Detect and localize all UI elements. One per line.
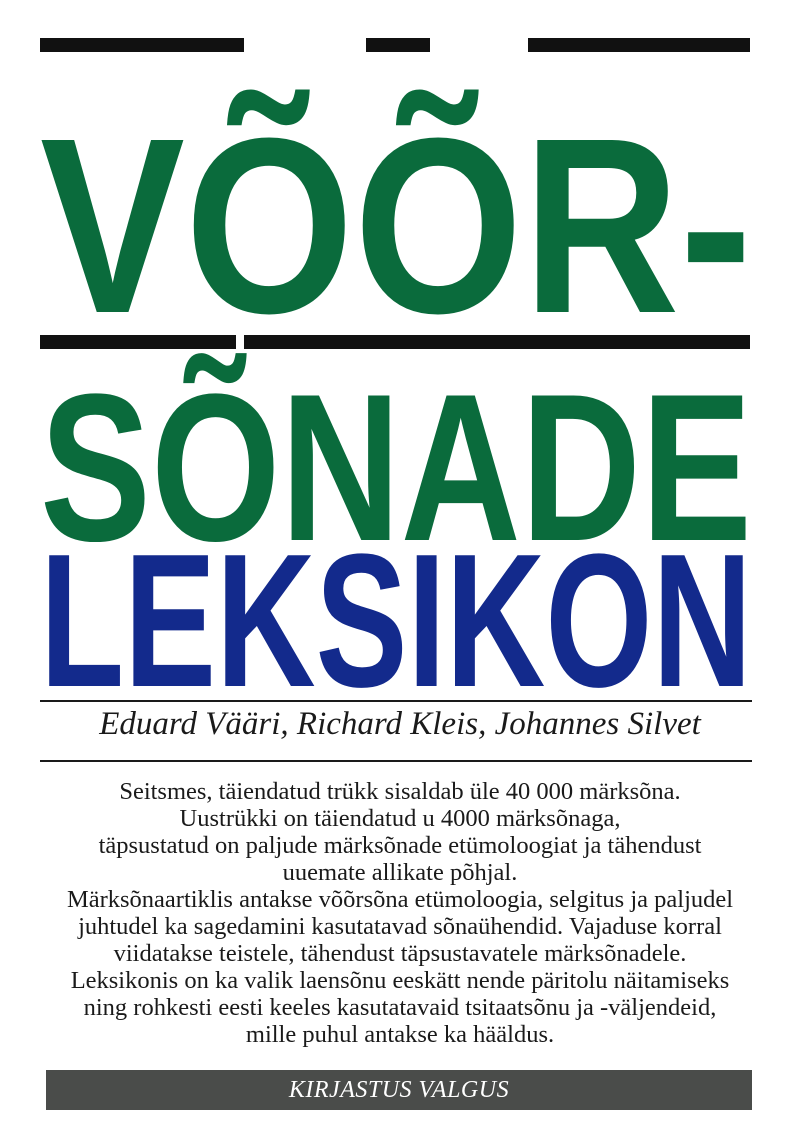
description-line: ning rohkesti eesti keeles kasutatavaid tsitaatsõnu ja -väljendeid, xyxy=(83,994,717,1021)
title-line-1: VÕÕR- xyxy=(40,86,752,365)
publisher-bar: KIRJASTUS VALGUS xyxy=(46,1070,752,1110)
description-line: juhtudel ka sagedamini kasutatavad sõnaühendid. Vajaduse korral xyxy=(78,913,722,940)
authors: Eduard Vääri, Richard Kleis, Johannes Silvet xyxy=(99,706,701,742)
description xyxy=(30,778,770,1048)
description-line: täpsustatud on paljude märksõnade etümoloogiat ja tähendust xyxy=(98,832,702,859)
description-line: Uustrükki on täiendatud u 4000 märksõnaga, xyxy=(179,805,621,832)
rule-above-authors xyxy=(40,700,752,702)
title-line-3: LEKSIKON xyxy=(40,515,752,700)
description-line: viidatakse teistele, tähendust täpsustavatele märksõnadele. xyxy=(113,940,687,967)
description-line: mille puhul antakse ka hääldus. xyxy=(245,1021,555,1048)
rule-below-authors xyxy=(40,760,752,762)
title-line-2: SÕNADE xyxy=(40,350,752,585)
description-line: Leksikonis on ka valik laensõnu eeskätt nende päritolu näitamiseks xyxy=(70,967,730,994)
description-line: uuemate allikate põhjal. xyxy=(282,859,518,886)
description-line: Seitsmes, täiendatud trükk sisaldab üle 40 000 märksõna. xyxy=(119,778,681,805)
description-line: Märksõnaartiklis antakse võõrsõna etümoloogia, selgitus ja paljudel xyxy=(66,886,734,913)
